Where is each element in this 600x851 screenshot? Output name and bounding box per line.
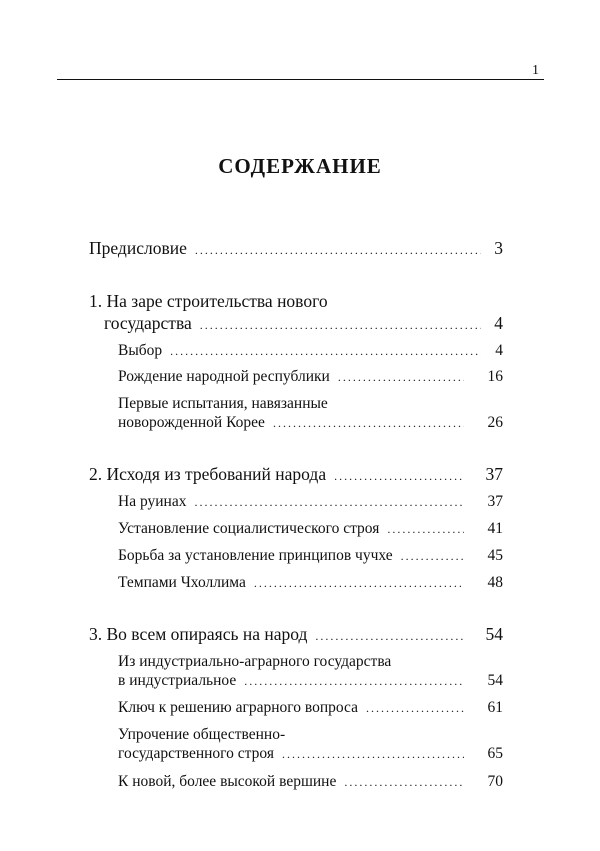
toc-section[interactable] bbox=[118, 773, 472, 791]
toc-page-number: 48 bbox=[487, 574, 503, 591]
leader-dots bbox=[194, 495, 464, 510]
toc-section[interactable] bbox=[118, 520, 472, 538]
toc-entry-label: На руинах bbox=[118, 493, 187, 510]
toc-entry-label: К новой, более высокой вершине bbox=[118, 773, 337, 790]
toc-page-number: 16 bbox=[487, 368, 503, 385]
toc-section[interactable] bbox=[118, 672, 472, 690]
toc-entry-label: Борьба за установление принципов чучхе bbox=[118, 547, 393, 564]
toc-entry-label: 2. Исходя из требований народа bbox=[89, 464, 327, 484]
leader-dots bbox=[244, 674, 464, 689]
toc-section[interactable] bbox=[118, 342, 503, 360]
toc-page-number: 37 bbox=[487, 493, 503, 510]
leader-dots bbox=[338, 370, 464, 385]
leader-dots bbox=[273, 416, 464, 431]
toc-page-number: 4 bbox=[495, 342, 503, 359]
toc-entry-label: государственного строя bbox=[118, 745, 274, 762]
toc-chapter-1[interactable] bbox=[104, 313, 503, 334]
toc-page-number: 70 bbox=[487, 773, 503, 790]
toc-entry-label: Первые испытания, навязанные bbox=[118, 395, 328, 412]
leader-dots bbox=[401, 549, 464, 564]
toc-entry-label: 1. На заре строительства нового bbox=[89, 291, 328, 311]
leader-dots bbox=[387, 522, 464, 537]
leader-dots bbox=[254, 576, 464, 591]
toc-entry-label: 3. Во всем опираясь на народ bbox=[89, 624, 308, 644]
toc-entry-label: в индустриальное bbox=[118, 672, 237, 689]
leader-dots bbox=[195, 243, 481, 258]
leader-dots bbox=[170, 344, 481, 359]
toc-section-line1[interactable] bbox=[118, 726, 503, 744]
leader-dots bbox=[334, 469, 464, 484]
toc-page-number: 37 bbox=[485, 464, 503, 484]
toc-section[interactable] bbox=[118, 699, 472, 717]
toc-chapter-1-line1[interactable] bbox=[89, 291, 503, 312]
toc-section[interactable] bbox=[118, 414, 472, 432]
toc-page-number: 26 bbox=[487, 414, 503, 431]
page-title: СОДЕРЖАНИЕ bbox=[218, 154, 382, 178]
toc-page-number: 41 bbox=[487, 520, 503, 537]
toc-section[interactable] bbox=[118, 547, 472, 565]
toc-entry-label: Упрочение общественно- bbox=[118, 726, 286, 743]
toc-page-number: 3 bbox=[494, 238, 503, 258]
toc-chapter-3[interactable] bbox=[89, 624, 472, 645]
toc-entry-preface[interactable] bbox=[89, 238, 503, 259]
header-rule bbox=[57, 79, 544, 80]
leader-dots bbox=[366, 701, 464, 716]
toc-entry-label: Темпами Чхоллима bbox=[118, 574, 246, 591]
toc-entry-label: Из индустриально-аграрного государства bbox=[118, 653, 392, 670]
toc-entry-label: государства bbox=[104, 313, 192, 333]
leader-dots bbox=[200, 318, 481, 333]
toc-chapter-2[interactable] bbox=[89, 464, 472, 485]
toc-section[interactable] bbox=[118, 493, 472, 511]
toc-page-number: 4 bbox=[494, 313, 503, 333]
toc-section[interactable] bbox=[118, 745, 472, 763]
toc-entry-label: Рождение народной республики bbox=[118, 368, 330, 385]
toc-entry-label: новорожденной Корее bbox=[118, 414, 265, 431]
toc-section[interactable] bbox=[118, 368, 472, 386]
leader-dots bbox=[315, 629, 464, 644]
toc-page-number: 54 bbox=[487, 672, 503, 689]
toc-entry-label: Выбор bbox=[118, 342, 163, 359]
toc-page-number: 61 bbox=[487, 699, 503, 716]
toc-entry-label: Предисловие bbox=[89, 238, 187, 258]
leader-dots bbox=[344, 775, 464, 790]
toc-page-number: 65 bbox=[487, 745, 503, 762]
page-number: 1 bbox=[532, 63, 539, 78]
leader-dots bbox=[282, 747, 464, 762]
toc-section-line1[interactable] bbox=[118, 653, 503, 671]
toc-page-number: 54 bbox=[485, 624, 503, 644]
toc-section[interactable] bbox=[118, 574, 472, 592]
toc-page-number: 45 bbox=[487, 547, 503, 564]
toc-entry-label: Ключ к решению аграрного вопроса bbox=[118, 699, 358, 716]
toc-entry-label: Установление социалистического строя bbox=[118, 520, 380, 537]
toc-section-line1[interactable] bbox=[118, 395, 503, 413]
